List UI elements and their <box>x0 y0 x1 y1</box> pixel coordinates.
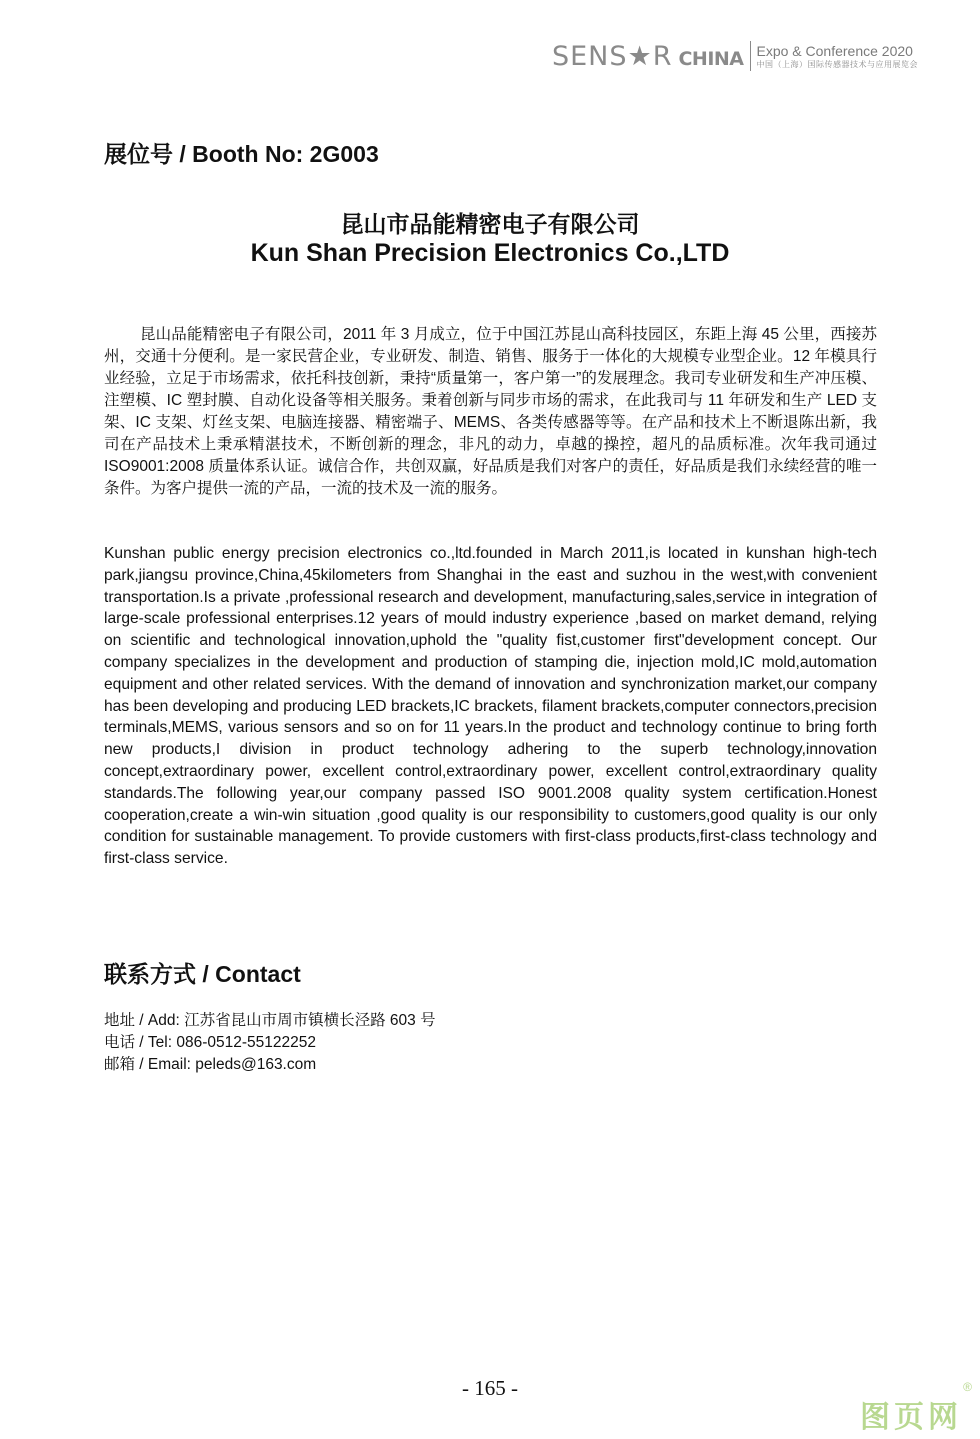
company-name-en: Kun Shan Precision Electronics Co.,LTD <box>250 239 730 267</box>
booth-number: 展位号 / Booth No: 2G003 <box>104 141 379 167</box>
expo-title: Expo & Conference 2020 <box>756 42 913 59</box>
company-name-cn: 昆山市品能精密电子有限公司 <box>340 211 640 237</box>
logo-china-text: CHINA <box>678 47 744 70</box>
contact-heading: 联系方式 / Contact <box>104 961 301 987</box>
logo-wordmark <box>552 41 744 72</box>
contact-list <box>104 1010 436 1076</box>
expo-subtitle-cn: 中国（上海）国际传感器技术与应用展览会 <box>756 59 918 69</box>
logo-sensor-text: SENS★R <box>551 40 673 72</box>
logo-divider <box>750 41 751 71</box>
contact-email: 邮箱 / Email: peleds@163.com <box>104 1056 317 1073</box>
intro-paragraph-en: Kunshan public energy precision electronics co.,ltd.founded in March 2011,is located in kunshan high-tech park,jiangsu province,China,45kilometers from Shanghai in the east and suzhou in the west,with convenient transportation.Is a private ,professional research and development, manufacturing,sales,service in integration of large-scale professional enterprises.12 years of mould industry experience ,based on market demand, relying on scientific and technological innovation,uphold the "quality fist,customer first"development concept. Our company specializes in the development and production of stamping die, injection mold,IC mold,automation equipment and other related services. With the demand of innovation and synchronization market,our company has been developing and producing LED brackets,IC brackets, filament brackets,computer connectors,precision terminals,MEMS, various sensors and so on for 11 years.In the product and technology continue to bring forth new products,I division in product technology adhering to the superb technology,innovation concept,extraordinary power, excellent control,extraordinary power, excellent control,extraordinary quality standards.The following year,our company passed ISO 9001.2008 quality system certification.Honest cooperation,create a win-win situation ,good quality is our responsibility to customers,good quality is our only condition for sustainable management. To provide customers with first-class products,first-class technology and first-class service. <box>104 545 877 868</box>
contact-tel: 电话 / Tel: 086-0512-55122252 <box>104 1034 316 1051</box>
watermark: 图页网 <box>860 1401 962 1434</box>
sensor-china-logo <box>552 36 918 76</box>
page-number: - 165 - <box>462 1376 518 1400</box>
intro-paragraph-cn: 昆山品能精密电子有限公司，2011 年 3 月成立，位于中国江苏昆山高科技园区，东距上海 45 公里，西接苏州，交通十分便利。是一家民营企业，专业研发、制造、销售、服务于一体化的大规模专业型企业。12 年模具行业经验，立足于市场需求，依托科技创新，秉持“质量第一，客户第一”的发展理念。我司专业研发和生产冲压模、注塑模、IC 塑封膜、自动化设备等相关服务。秉着创新与同步市场的需求，在此我司与 11 年研发和生产 LED 支架、IC 支架、灯丝支架、电脑连接器、精密端子、MEMS、各类传感器等等。在产品和技术上不断退陈出新，我司在产品技术上秉承精湛技术，不断创新的理念，非凡的动力，卓越的操控，超凡的品质标准。次年我司通过 ISO9001:2008 质量体系认证。诚信合作，共创双赢，好品质是我们对客户的责任，好品质是我们永续经营的唯一条件。为客户提供一流的产品，一流的技术及一流的服务。 <box>104 326 877 497</box>
logo-expo-text <box>757 44 919 69</box>
watermark-registered-mark: ® <box>963 1380 972 1394</box>
contact-address: 地址 / Add: 江苏省昆山市周市镇横长泾路 603 号 <box>104 1012 436 1029</box>
